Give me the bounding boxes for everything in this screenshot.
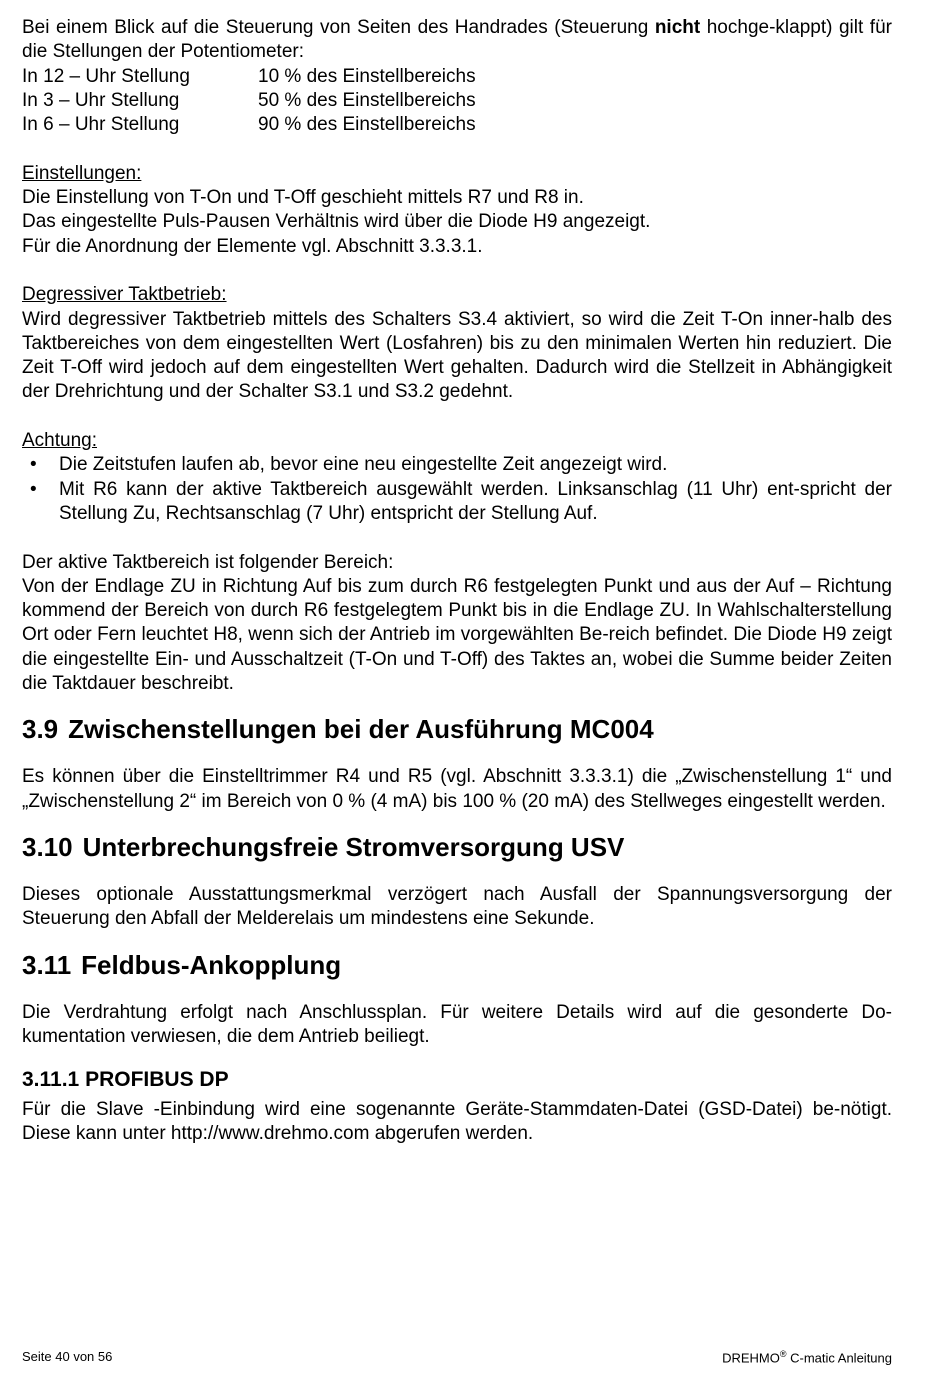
degressiv-heading: Degressiver Taktbetrieb: <box>22 284 227 306</box>
intro-text-end: hochge-klappt) gilt für die Stellungen der Potentiometer: <box>22 17 892 63</box>
document-title <box>722 1349 892 1365</box>
section-heading-3-9 <box>22 714 892 744</box>
registered-mark: ® <box>779 1349 787 1359</box>
achtung-heading: Achtung: <box>22 430 97 452</box>
section-heading-3-10 <box>22 832 892 862</box>
section-title: Feldbus-Ankopplung <box>81 949 342 980</box>
position-value: 90 % des Einstellbereichs <box>258 114 476 136</box>
section-number: 3.10 <box>22 831 73 862</box>
page-number: Seite 40 von 56 <box>22 1349 113 1364</box>
page-footer <box>22 1349 892 1365</box>
list-item-text: Mit R6 kann der aktive Taktbereich ausgewählt werden. Linksanschlag (11 Uhr) ent-spricht der Stellung Zu, Rechtsanschlag (7 Uhr) entspricht der Stellung Auf. <box>59 478 892 524</box>
section-3-9-paragraph: Es können über die Einstelltrimmer R4 und R5 (vgl. Abschnitt 3.3.3.1) die „Zwischenstellung 1“ und „Zwischenstellung 2“ im Bereich von 0 % (4 mA) bis 100 % (20 mA) des Stellweges eingestellt werden. <box>22 766 892 812</box>
section-number: 3.11 <box>22 949 72 980</box>
einstellungen-line: Die Einstellung von T-On und T-Off geschieht mittels R7 und R8 in. <box>22 187 584 209</box>
bullet-icon: • <box>30 454 37 476</box>
section-heading-3-11-1 <box>22 1067 892 1093</box>
position-row <box>22 89 892 113</box>
section-heading-3-11 <box>22 950 892 980</box>
section-title: Zwischenstellungen bei der Ausführung MC004 <box>68 714 654 745</box>
intro-text-start: Bei einem Blick auf die Steuerung von Seiten des Handrades (Steuerung <box>22 17 655 38</box>
intro-paragraph <box>22 16 892 65</box>
taktbereich-paragraph: Von der Endlage ZU in Richtung Auf bis zum durch R6 festgelegten Punkt und aus der Auf – Richtung kommend der Bereich von durch R6 festgelegtem Punkt bis in die Endlage ZU. In Wahlschalterstellung Ort oder Fern leuchtet H8, wenn sich der Antrieb im vorgewählten Be-reich befindet. Die Diode H9 zeigt die eingestellte Ein- und Ausschaltzeit (T-On und T-Off) des Taktes an, wobei die Summe beider Zeiten die Taktdauer beschreibt. <box>22 575 892 695</box>
einstellungen-heading: Einstellungen: <box>22 162 142 184</box>
document-name: C-matic Anleitung <box>786 1350 892 1366</box>
section-3-10-paragraph: Dieses optionale Ausstattungsmerkmal verzögert nach Ausfall der Spannungsversorgung der Steuerung den Abfall der Melderelais um mindestens eine Sekunde. <box>22 883 892 930</box>
list-item-text: Die Zeitstufen laufen ab, bevor eine neu eingestellte Zeit angezeigt wird. <box>59 454 668 476</box>
intro-bold-word: nicht <box>654 17 701 38</box>
position-label: In 12 – Uhr Stellung <box>22 65 190 87</box>
section-3-11-paragraph: Die Verdrahtung erfolgt nach Anschlussplan. Für weitere Details wird auf die gesonderte Do-kumentation verwiesen, die dem Antrieb beiliegt. <box>22 1001 892 1047</box>
list-item <box>22 453 892 477</box>
position-label: In 6 – Uhr Stellung <box>22 114 180 136</box>
document-page <box>22 16 892 1147</box>
einstellungen-line: Für die Anordnung der Elemente vgl. Abschnitt 3.3.3.1. <box>22 235 483 257</box>
brand-name: DREHMO <box>722 1350 780 1366</box>
list-item <box>22 478 892 527</box>
einstellungen-line: Das eingestellte Puls-Pausen Verhältnis wird über die Diode H9 angezeigt. <box>22 211 651 233</box>
degressiv-paragraph: Wird degressiver Taktbetrieb mittels des Schalters S3.4 aktiviert, so wird die Zeit T-On inner-halb des Taktbereiches von dem eingestellten Wert (Losfahren) bis zu den minimalen Werten hin reduziert. Die Zeit T-Off wird jedoch auf dem eingestellten Wert gehalten. Dadurch wird die Stellzeit in Abhängigkeit der Drehrichtung und der Schalter S3.1 und S3.2 gedehnt. <box>22 308 892 403</box>
position-value: 50 % des Einstellbereichs <box>258 89 476 111</box>
position-row <box>22 65 892 89</box>
taktbereich-intro: Der aktive Taktbereich ist folgender Bereich: <box>22 551 394 573</box>
section-number: 3.9 <box>22 714 59 745</box>
section-number: 3.11.1 <box>22 1068 80 1092</box>
position-label: In 3 – Uhr Stellung <box>22 89 180 111</box>
position-row <box>22 113 892 137</box>
bullet-icon: • <box>30 478 37 500</box>
section-title: PROFIBUS DP <box>85 1068 229 1092</box>
section-title: Unterbrechungsfreie Stromversorgung USV <box>82 831 625 862</box>
achtung-list <box>22 453 892 526</box>
section-3-11-1-paragraph: Für die Slave -Einbindung wird eine sogenannte Geräte-Stammdaten-Datei (GSD-Datei) be-nötigt. Diese kann unter http://www.drehmo.com abgerufen werden. <box>22 1099 892 1145</box>
position-value: 10 % des Einstellbereichs <box>258 65 476 87</box>
